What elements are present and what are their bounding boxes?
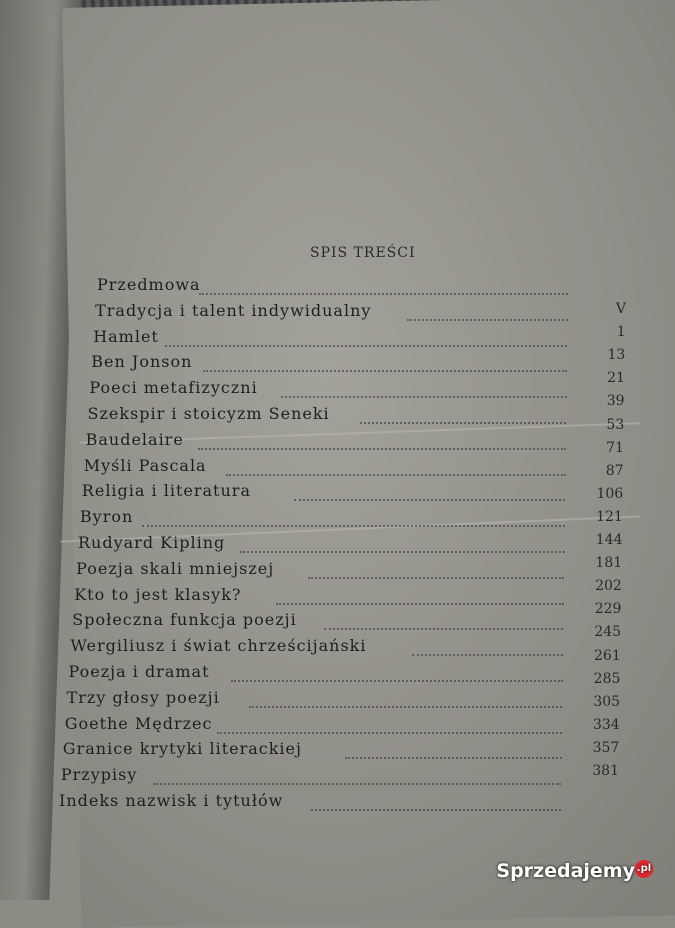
toc-entry-page: 87 (605, 462, 624, 479)
toc-entry-page: 229 (594, 601, 622, 618)
toc-entry-title: Baudelaire (85, 429, 184, 449)
toc-entry-title: Hamlet (93, 326, 159, 346)
dot-leader (240, 549, 565, 553)
dot-leader (153, 781, 561, 785)
toc-entry-title: Kto to jest klasyk? (74, 584, 242, 604)
toc-entry-page: 181 (595, 555, 623, 572)
toc-entry-title: Trzy głosy poezji (66, 687, 220, 707)
dot-leader (311, 807, 561, 811)
dot-leader (198, 446, 566, 450)
dot-leader (345, 755, 562, 759)
toc-entry-title: Poeci metafizyczni (89, 378, 258, 398)
toc-entry-page: 53 (606, 416, 625, 433)
dot-leader (165, 343, 567, 347)
toc-entry-title: Tradycja i talent indywidualny (95, 300, 372, 320)
toc-entry-page: 245 (594, 624, 622, 641)
toc-entry-title: Rudyard Kipling (78, 533, 226, 552)
toc-entry-page: 106 (596, 485, 624, 502)
dot-leader (217, 730, 562, 734)
dot-leader (308, 575, 564, 579)
dot-leader (199, 291, 568, 295)
toc-entry-page: 1 (616, 324, 626, 341)
toc-entry-page: 305 (593, 693, 621, 710)
watermark-logo: Sprzedajemy .pl (496, 860, 652, 882)
toc-entry-page: 357 (592, 739, 620, 756)
dot-leader (226, 472, 566, 476)
toc-entry-page: 285 (593, 670, 621, 687)
toc-entry-title: Byron (79, 507, 134, 527)
toc-entry-page: 334 (592, 716, 620, 733)
toc-entry-title: Przypisy (60, 765, 138, 785)
dot-leader (360, 420, 567, 424)
toc-entry-page: 13 (607, 347, 626, 364)
dot-leader (231, 678, 563, 682)
toc-entry-title: Myśli Pascala (83, 455, 207, 475)
dot-leader (142, 523, 565, 527)
toc-entry-title: Wergiliusz i świat chrześcijański (70, 636, 367, 656)
dot-leader (276, 601, 564, 605)
toc-entry-title: Religia i literatura (81, 481, 251, 501)
dot-leader (294, 497, 565, 501)
toc-entry-page: 39 (606, 393, 625, 410)
toc-entry-page: 71 (606, 439, 624, 456)
toc-entry-title: Granice krytyki literackiej (62, 739, 302, 759)
toc-entry-page: 381 (592, 763, 619, 779)
toc-entry-title: Przedmowa (97, 275, 201, 294)
toc-entry-title: Poezja i dramat (68, 662, 210, 681)
toc-entry-title: Indeks nazwisk i tytułów (59, 791, 284, 810)
toc-entry-title: Ben Jonson (91, 352, 193, 372)
dot-leader (324, 626, 563, 630)
dot-leader (281, 394, 566, 398)
toc-entry-page: 202 (595, 578, 622, 595)
toc-entry-page: V (615, 301, 626, 317)
toc-entry-page: 144 (595, 532, 623, 548)
dot-leader (412, 652, 563, 656)
toc-entry-title: Szekspir i stoicyzm Seneki (87, 404, 330, 423)
toc-entry-page: 121 (596, 508, 623, 525)
toc-heading: SPIS TREŚCI (310, 245, 416, 261)
dot-leader (203, 368, 567, 372)
toc-entry-title: Społeczna funkcja poezji (72, 610, 297, 630)
toc-entry-page: 21 (607, 370, 625, 387)
dot-leader (407, 317, 568, 321)
toc-entry-title: Poezja skali mniejszej (76, 558, 275, 578)
dot-leader (249, 704, 563, 708)
toc-entry-title: Goethe Mędrzec (64, 713, 213, 733)
toc-entry-page: 261 (594, 647, 621, 664)
